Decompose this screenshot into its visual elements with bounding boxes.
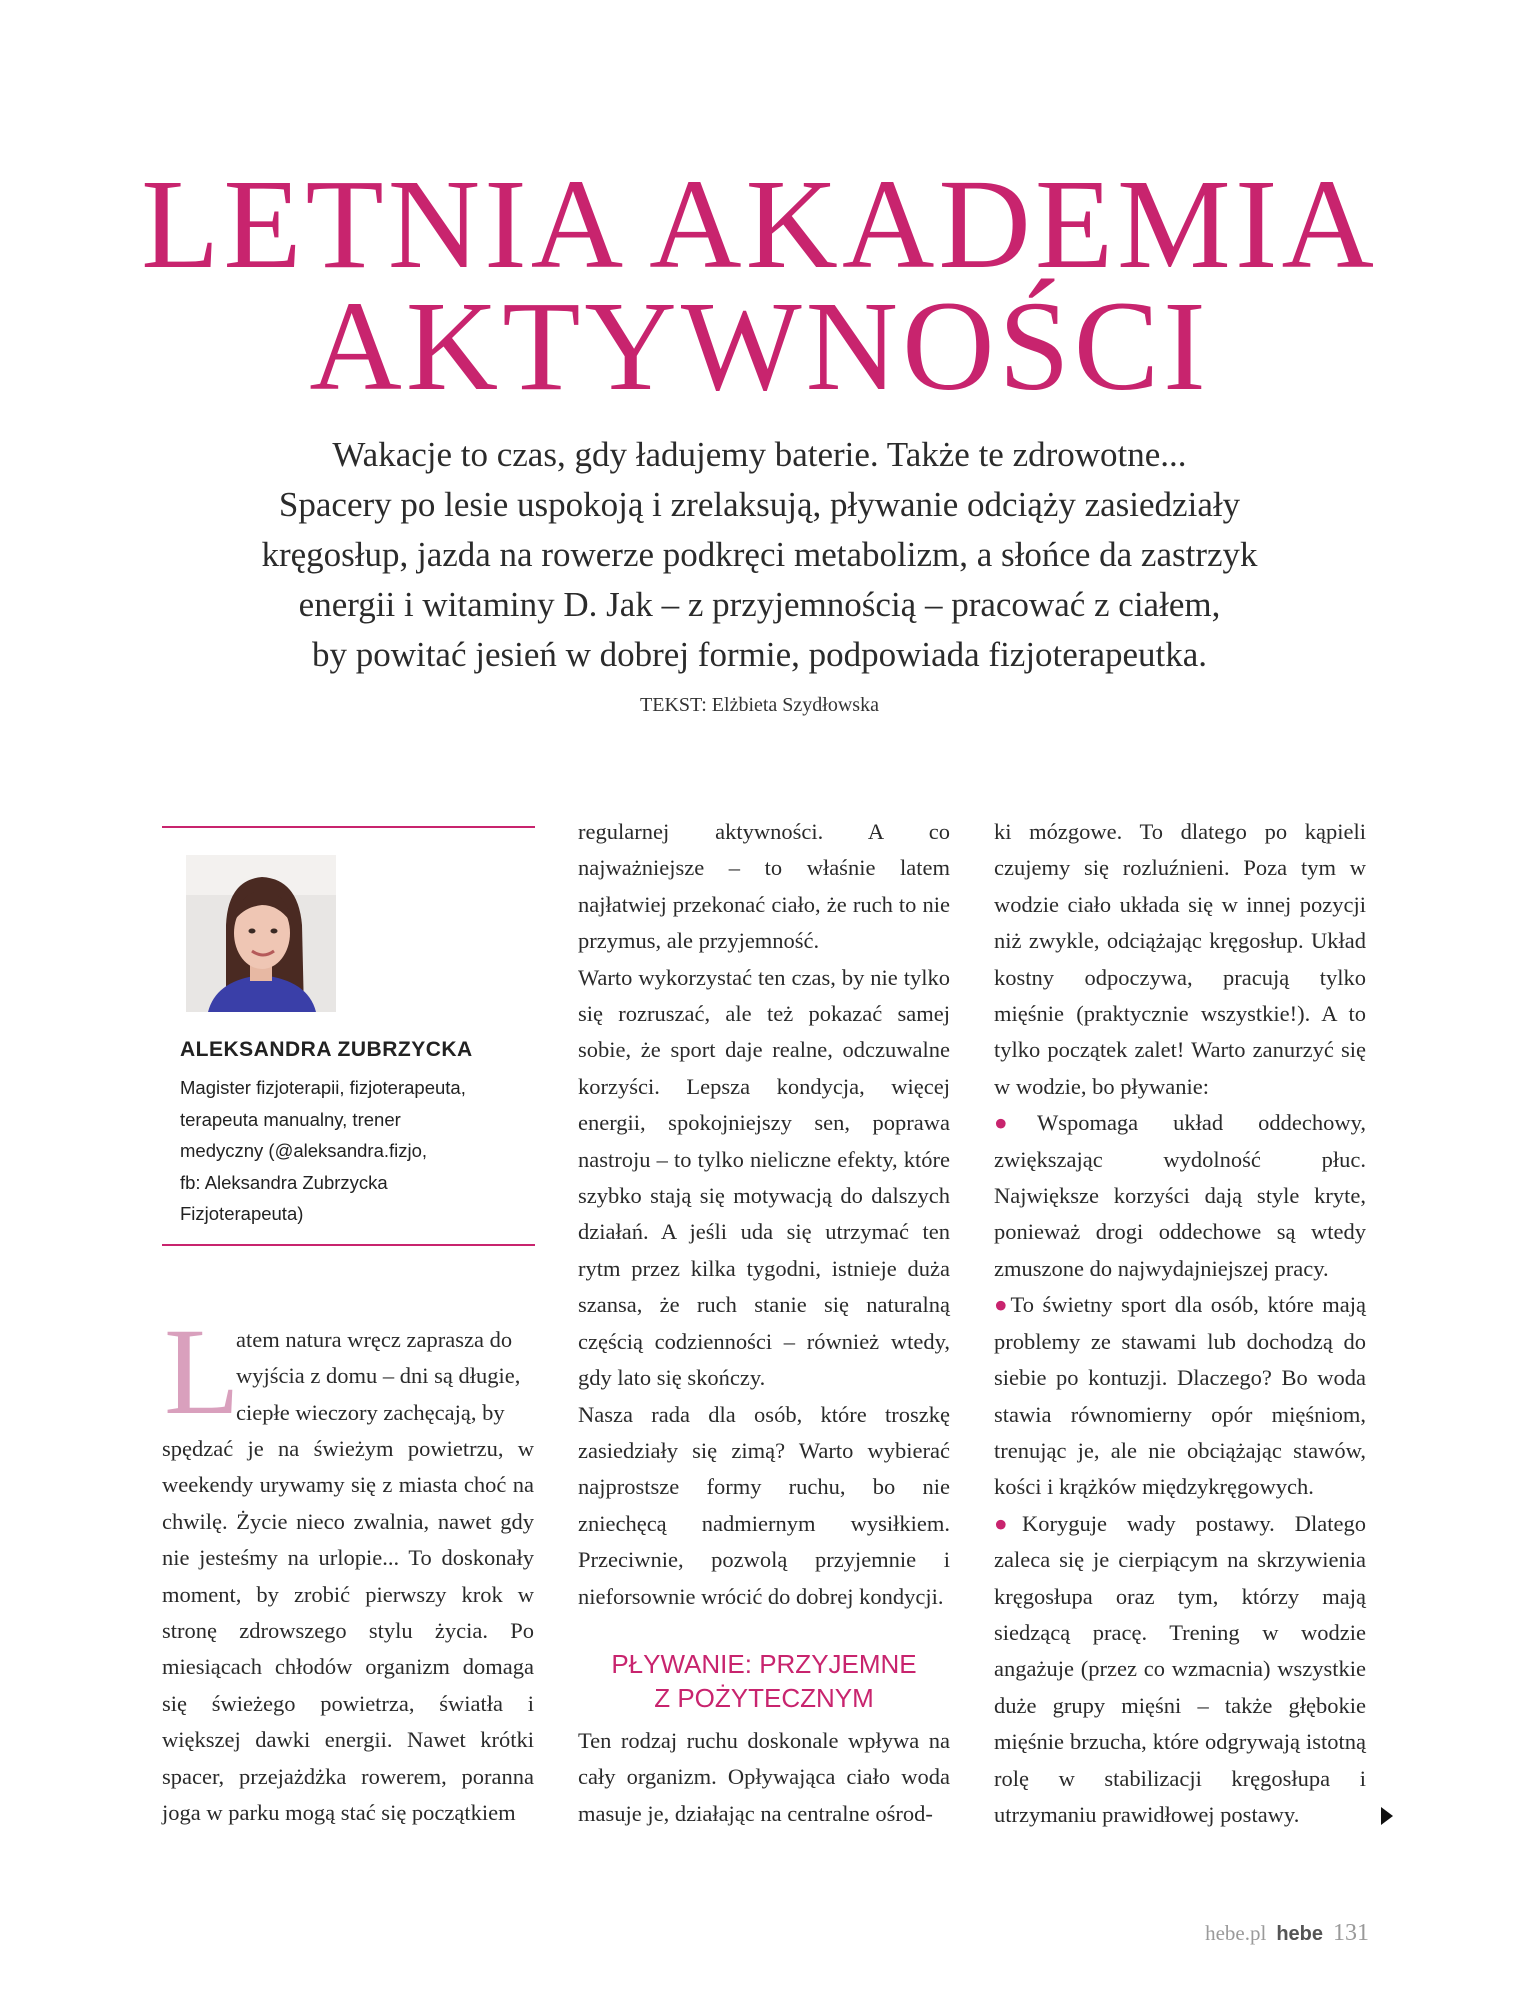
column-3 [994,814,1366,1833]
bullet-dot-icon: ● [994,1510,1022,1536]
subheading-line: PŁYWANIE: PRZYJEMNE [611,1648,917,1679]
next-arrow-icon[interactable] [1380,1806,1394,1830]
column-1-body [162,1431,534,1831]
paragraph: ki mózgowe. To dlatego po kąpieli czujemy się rozluźnieni. Poza tym w wodzie ciało układa się w innej pozycji niż zwykle, odciążając kręgosłup. Układ kostny odpoczywa, pracują tylko mięśnie (praktycznie wszystkie!). A to tylko początek zalet! Warto zanurzyć się w wodzie, bo pływanie: [994,819,1366,1099]
intro-line: atem natura wręcz zaprasza do [236,1327,513,1352]
title-line-1: LETNIA AKADEMIA [141,153,1378,295]
column-2 [578,814,950,1832]
footer-brand-logo: hebe [1276,1923,1323,1945]
bio-line: medyczny (@aleksandra.fizjo, [180,1140,428,1161]
section-subheading [578,1647,950,1715]
page-footer [1205,1920,1369,1947]
column-1-intro [236,1322,534,1431]
title-line-2: AKTYWNOŚCI [309,275,1210,417]
paragraph: Ten rodzaj ruchu doskonale wpływa na cały organizm. Opływająca ciało woda masuje je, działając na centralne ośrod- [578,1727,950,1826]
lead-line: Spacery po lesie uspokoją i zrelaksują, pływanie odciąży zasiedziały [278,485,1241,524]
paragraph: Warto wykorzystać ten czas, by nie tylko się rozruszać, ale też pokazać samej sobie, że sport daje realne, odczuwalne korzyści. Lepsza kondycja, więcej energii, spokojniejszy sen, poprawa nastroju – to tylko nieliczne efekty, które szybko stają się motywacją do dalszych działań. A jeśli uda się utrzymać ten rytm przez kilka tygodni, istnieje duża szansa, że ruch stanie się naturalną częścią codzienności – również wtedy, gdy lato się skończy. [578,964,950,1391]
lead-paragraph [200,430,1319,680]
paragraph: spędzać je na świeżym powietrzu, w weekendy urywamy się z miasta choć na chwilę. Życie nieco zwalnia, nawet gdy nie jesteśmy na urlopie... To doskonały moment, by zrobić pierwszy krok w stronę zdrowszego stylu życia. Po miesiącach chłodów organizm domaga się świeżego powietrza, światła i większej dawki energii. Nawet krótki spacer, przejażdżka rowerem, poranna joga w parku mogą stać się początkiem [162,1436,534,1826]
bio-name: ALEKSANDRA ZUBRZYCKA [180,1038,473,1061]
bullet-dot-icon: ● [994,1292,1011,1318]
author-credit: TEKST: Elżbieta Szydłowska [640,694,879,716]
bio-top-rule [162,826,535,828]
portrait-image [186,855,336,1012]
bullet-item: ●Koryguje wady postawy. Dlatego zaleca się je cierpiącym na skrzywienia kręgosłupa oraz tym, którzy mają siedzącą pracę. Trening w wodzie angażuje (przez co wzmacnia) wszystkie duże grupy mięśni – także głębokie mięśnie brzucha, które odgrywają istotną rolę w stabilizacji kręgosłupa i utrzymaniu prawidłowej postawy. [994,1510,1366,1827]
bullet-dot-icon: ● [994,1110,1037,1136]
paragraph: regularnej aktywności. A co najważniejsze – to właśnie latem najłatwiej przekonać ciało, że ruch to nie przymus, ale przyjemność. [578,819,950,954]
bio-line: fb: Aleksandra Zubrzycka [180,1171,388,1193]
bullet-item: ●Wspomaga układ oddechowy, zwiększając wydolność płuc. Największe korzyści dają style kryte, ponieważ drogi oddechowe są wtedy zmuszone do najwydajniejszej pracy. [994,1110,1367,1281]
bullet-item: ●To świetny sport dla osób, które mają problemy ze stawami lub dochodzą do siebie po kontuzji. Dlaczego? Bo woda stawia równomierny opór mięśniom, trenując je, ale nie obciążając stawów, kości i krążków międzykręgowych. [994,1292,1366,1500]
lead-line: by powitać jesień w dobrej formie, podpowiada fizjoterapeutka. [311,635,1208,674]
lead-line: kręgosłup, jazda na rowerze podkręci metabolizm, a słońce da zastrzyk [261,535,1258,574]
subheading-line: Z POŻYTECZNYM [654,1682,874,1713]
bio-description [180,1072,520,1230]
bio-line: Magister fizjoterapii, fizjoterapeuta, [180,1077,466,1098]
bio-line: terapeuta manualny, trener [180,1108,401,1130]
intro-line: wyjścia z domu – dni są długie, [236,1363,521,1389]
lead-line: energii i witaminy D. Jak – z przyjemnością – pracować z ciałem, [298,585,1221,624]
author-photo [186,855,336,1012]
paragraph: Nasza rada dla osób, które troszkę zasiedziały się zimą? Warto wybierać najprostsze formy ruchu, bo nie zniechęcą nadmiernym wysiłkiem. Przeciwnie, pozwolą przyjemnie i nieforsownie wrócić do dobrej kondycji. [578,1401,950,1609]
lead-line: Wakacje to czas, gdy ładujemy baterie. Także te zdrowotne... [332,435,1187,474]
bio-bottom-rule [162,1244,535,1246]
page-number: 131 [1333,1920,1369,1946]
footer-site: hebe.pl [1205,1921,1267,1945]
intro-line: ciepłe wieczory zachęcają, by [236,1399,505,1425]
drop-cap: L [164,1303,240,1440]
bio-line: Fizjoterapeuta) [180,1203,304,1224]
